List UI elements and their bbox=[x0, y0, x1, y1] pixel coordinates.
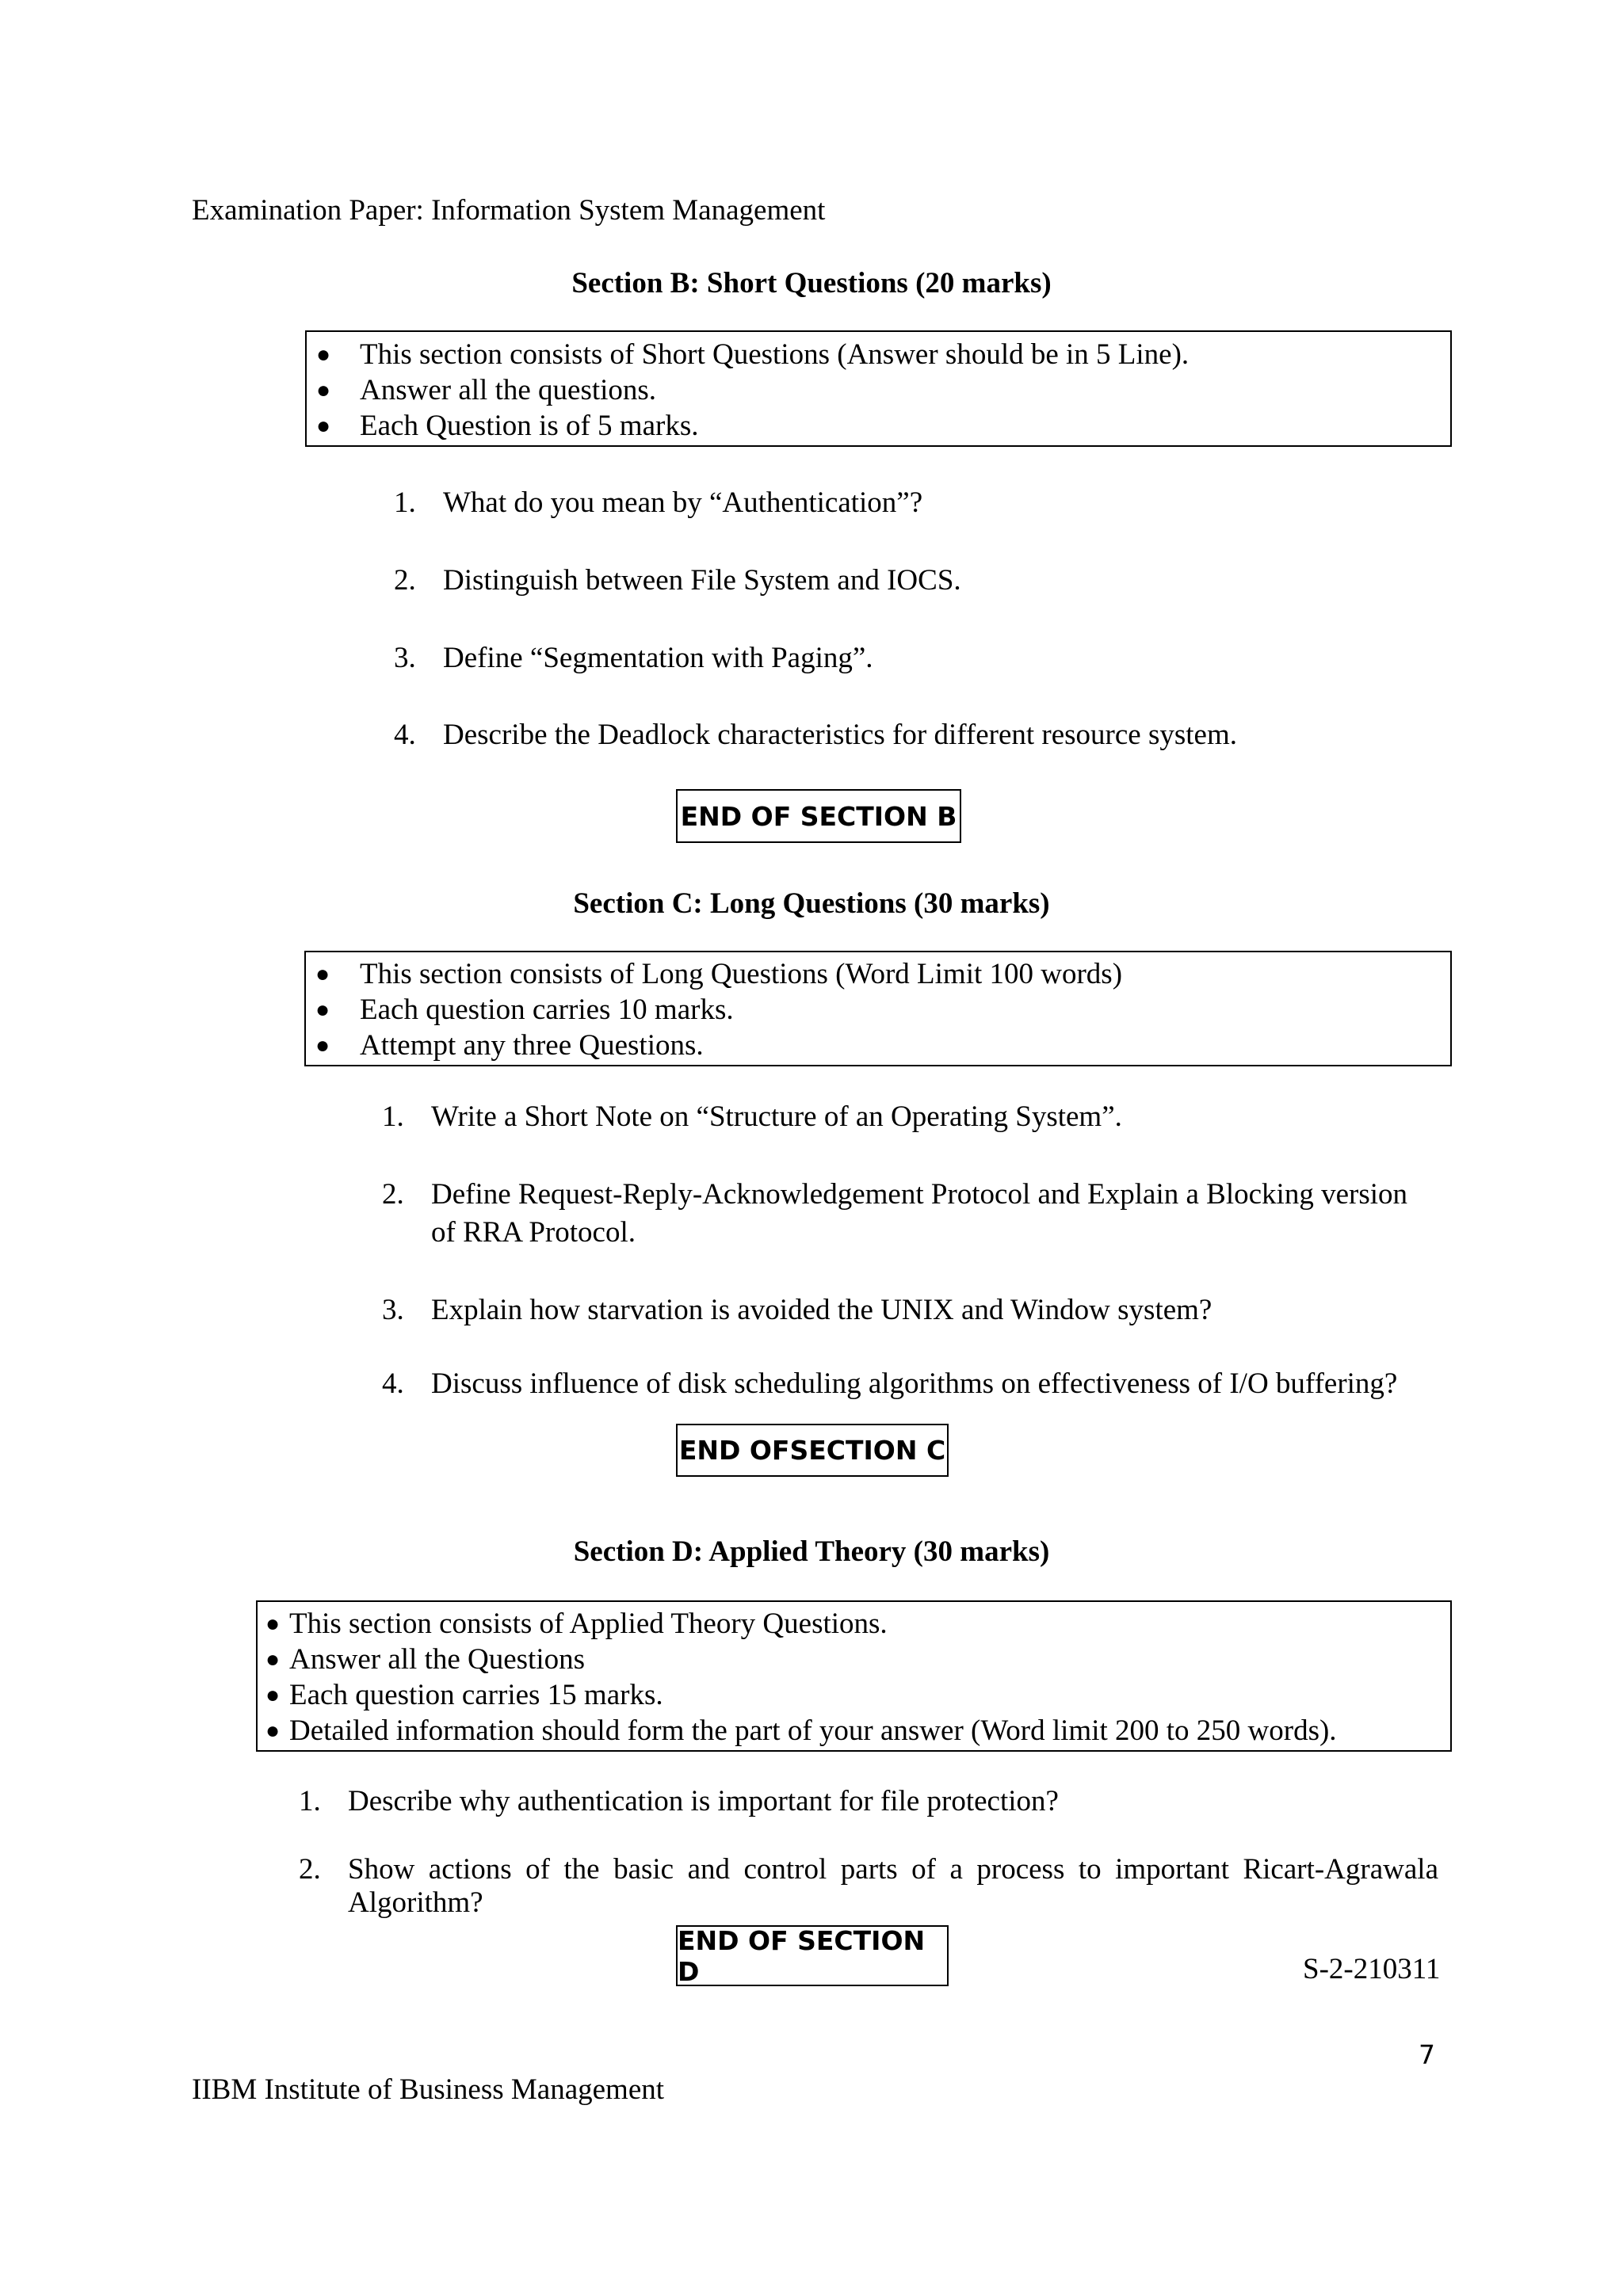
instruction-item: ● This section consists of Applied Theory Questions. bbox=[265, 1608, 888, 1640]
question-item: 1. Write a Short Note on “Structure of an Operating System”. bbox=[382, 1100, 1122, 1133]
section-c-heading: Section C: Long Questions (30 marks) bbox=[573, 887, 1050, 920]
end-of-section-d: END OF SECTION D bbox=[676, 1925, 949, 1986]
question-item: 2. Show actions of the basic and control parts of a process to important Ricart-Agrawala Algorithm? bbox=[299, 1853, 1438, 1919]
question-item: 3. Define “Segmentation with Paging”. bbox=[394, 642, 873, 674]
section-c-instructions bbox=[304, 951, 1452, 1066]
question-item: 1. Describe why authentication is important for file protection? bbox=[299, 1785, 1059, 1817]
section-d-instructions bbox=[256, 1600, 1452, 1752]
instruction-item: ● Attempt any three Questions. bbox=[315, 1029, 704, 1062]
bullet-icon: ● bbox=[315, 997, 330, 1023]
instruction-item: ● Detailed information should form the part of your answer (Word limit 200 to 250 words). bbox=[265, 1714, 1337, 1747]
question-item: 1. What do you mean by “Authentication”? bbox=[394, 486, 923, 519]
bullet-icon: ● bbox=[316, 413, 331, 439]
question-item: 3. Explain how starvation is avoided the UNIX and Window system? bbox=[382, 1294, 1212, 1326]
document-header: Examination Paper: Information System Management bbox=[192, 194, 826, 227]
bullet-icon: ● bbox=[265, 1646, 281, 1672]
instruction-item: ● Each question carries 10 marks. bbox=[315, 994, 734, 1026]
bullet-icon: ● bbox=[315, 1032, 330, 1058]
bullet-icon: ● bbox=[315, 961, 330, 987]
instruction-item: ● Answer all the Questions bbox=[265, 1643, 586, 1676]
instruction-item: ● This section consists of Short Questions (Answer should be in 5 Line). bbox=[316, 338, 1190, 371]
institute-footer: IIBM Institute of Business Management bbox=[192, 2073, 665, 2106]
end-of-section-c: END OFSECTION C bbox=[676, 1424, 949, 1477]
paper-code: S-2-210311 bbox=[1303, 1953, 1441, 1985]
instruction-item: ● Answer all the questions. bbox=[316, 374, 657, 406]
instruction-item: ● Each Question is of 5 marks. bbox=[316, 410, 699, 442]
question-item: 2. Define Request-Reply-Acknowledgement Protocol and Explain a Blocking version of RRA Protocol. bbox=[382, 1178, 1408, 1249]
instruction-item: ● This section consists of Long Questions (Word Limit 100 words) bbox=[315, 958, 1123, 990]
end-of-section-b: END OF SECTION B bbox=[676, 789, 961, 843]
question-item: 4. Describe the Deadlock characteristics for different resource system. bbox=[394, 719, 1237, 751]
section-b-heading: Section B: Short Questions (20 marks) bbox=[571, 267, 1052, 299]
page-number: 7 bbox=[1419, 2039, 1435, 2070]
instruction-item: ● Each question carries 15 marks. bbox=[265, 1679, 663, 1711]
bullet-icon: ● bbox=[265, 1611, 281, 1637]
question-item: 4. Discuss influence of disk scheduling algorithms on effectiveness of I/O buffering? bbox=[382, 1367, 1398, 1400]
question-item: 2. Distinguish between File System and IOCS. bbox=[394, 564, 961, 597]
bullet-icon: ● bbox=[316, 341, 331, 368]
bullet-icon: ● bbox=[316, 377, 331, 403]
section-b-instructions bbox=[305, 330, 1452, 447]
bullet-icon: ● bbox=[265, 1682, 281, 1708]
bullet-icon: ● bbox=[265, 1718, 281, 1744]
section-d-heading: Section D: Applied Theory (30 marks) bbox=[573, 1535, 1050, 1568]
